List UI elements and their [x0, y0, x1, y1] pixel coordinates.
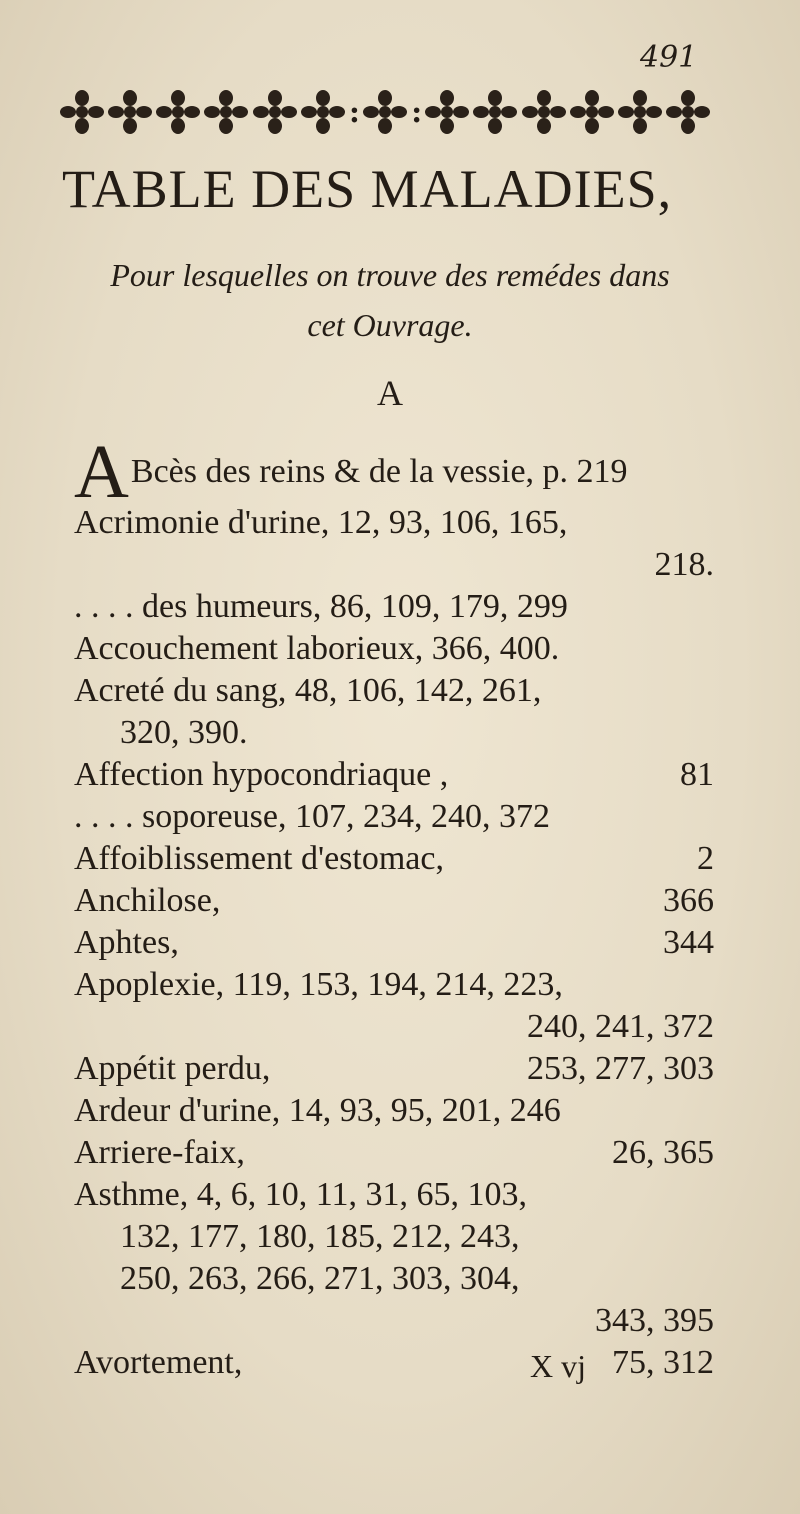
- index-entry-continuation: [74, 1216, 714, 1258]
- fleuron-icon: [570, 90, 614, 134]
- index-entry: [74, 1048, 714, 1090]
- index-entry: [74, 1090, 714, 1132]
- entry-label: Affection hypocondriaque ,: [74, 756, 449, 793]
- entry-text: Acrimonie d'urine, 12, 93, 106, 165,: [74, 504, 568, 541]
- entry-pages: 2: [697, 840, 714, 877]
- index-entry-continuation: [74, 1258, 714, 1300]
- subtitle-line: cet Ouvrage.: [307, 307, 473, 343]
- page-number: 491: [640, 40, 698, 75]
- ornament-colon-icon: :: [348, 94, 360, 130]
- entry-pages: 75, 312: [612, 1344, 714, 1381]
- entry-pages: 253, 277, 303: [527, 1050, 714, 1087]
- page-subtitle: [60, 250, 720, 350]
- entry-pages: 343, 395: [595, 1302, 714, 1339]
- fleuron-icon: [618, 90, 662, 134]
- entry-pages: 250, 263, 266, 271, 303, 304,: [120, 1260, 520, 1297]
- drop-capital: A: [74, 430, 129, 514]
- ornament-band: [60, 86, 710, 138]
- entry-pages: 81: [680, 756, 714, 793]
- subtitle-line: Pour lesquelles on trouve des remédes dans: [110, 257, 670, 293]
- page-title: TABLE DES MALADIES,: [62, 159, 673, 219]
- entry-text: Apoplexie, 119, 153, 194, 214, 223,: [74, 966, 563, 1003]
- index-entry: [74, 1174, 714, 1216]
- fleuron-icon: [108, 90, 152, 134]
- entry-label: Arriere-faix,: [74, 1134, 245, 1171]
- index-entry-continuation: [74, 1300, 714, 1342]
- index-entry-continuation: [74, 1006, 714, 1048]
- fleuron-icon: [156, 90, 200, 134]
- entry-pages: 344: [663, 924, 714, 961]
- fleuron-icon: [666, 90, 710, 134]
- entry-pages: 26, 365: [612, 1134, 714, 1171]
- index-entry: [74, 964, 714, 1006]
- index-entry: [74, 670, 714, 712]
- index-entry: [74, 628, 714, 670]
- index-entry: [74, 430, 714, 514]
- ornament-colon-icon: :: [411, 94, 423, 130]
- entry-pages: 240, 241, 372: [527, 1008, 714, 1045]
- entry-text: Accouchement laborieux, 366, 400.: [74, 630, 560, 667]
- fleuron-icon: [363, 90, 407, 134]
- index-entries: [74, 430, 714, 1384]
- entry-pages: 218.: [654, 546, 714, 583]
- entry-text: Asthme, 4, 6, 10, 11, 31, 65, 103,: [74, 1176, 528, 1213]
- entry-text: Ardeur d'urine, 14, 93, 95, 201, 246: [74, 1092, 561, 1129]
- index-entry: [74, 838, 714, 880]
- index-entry: [74, 754, 714, 796]
- entry-label: Appétit perdu,: [74, 1050, 271, 1087]
- entry-label: Aphtes,: [74, 924, 179, 961]
- index-entry: [74, 796, 714, 838]
- index-entry: [74, 502, 714, 544]
- index-entry: [74, 1132, 714, 1174]
- index-entry-continuation: [74, 712, 714, 754]
- entry-text: Acreté du sang, 48, 106, 142, 261,: [74, 672, 542, 709]
- fleuron-icon: [522, 90, 566, 134]
- entry-text: . . . . des humeurs, 86, 109, 179, 299: [74, 588, 568, 625]
- entry-pages: 366: [663, 882, 714, 919]
- fleuron-icon: [425, 90, 469, 134]
- entry-label: Affoiblissement d'estomac,: [74, 840, 444, 877]
- entry-text: Bcès des reins & de la vessie, p. 219: [130, 453, 628, 490]
- entry-pages: 132, 177, 180, 185, 212, 243,: [120, 1218, 520, 1255]
- index-entry: [74, 880, 714, 922]
- index-entry-continuation: [74, 544, 714, 586]
- signature-mark: X vj: [530, 1348, 586, 1384]
- index-entry: [74, 586, 714, 628]
- fleuron-icon: [301, 90, 345, 134]
- entry-pages: 320, 390.: [120, 714, 248, 751]
- section-letter: A: [377, 373, 403, 413]
- entry-label: Avortement,: [74, 1344, 243, 1381]
- fleuron-icon: [473, 90, 517, 134]
- index-entry: [74, 922, 714, 964]
- fleuron-icon: [204, 90, 248, 134]
- fleuron-icon: [60, 90, 104, 134]
- entry-text: . . . . soporeuse, 107, 234, 240, 372: [74, 798, 550, 835]
- entry-label: Anchilose,: [74, 882, 221, 919]
- fleuron-icon: [253, 90, 297, 134]
